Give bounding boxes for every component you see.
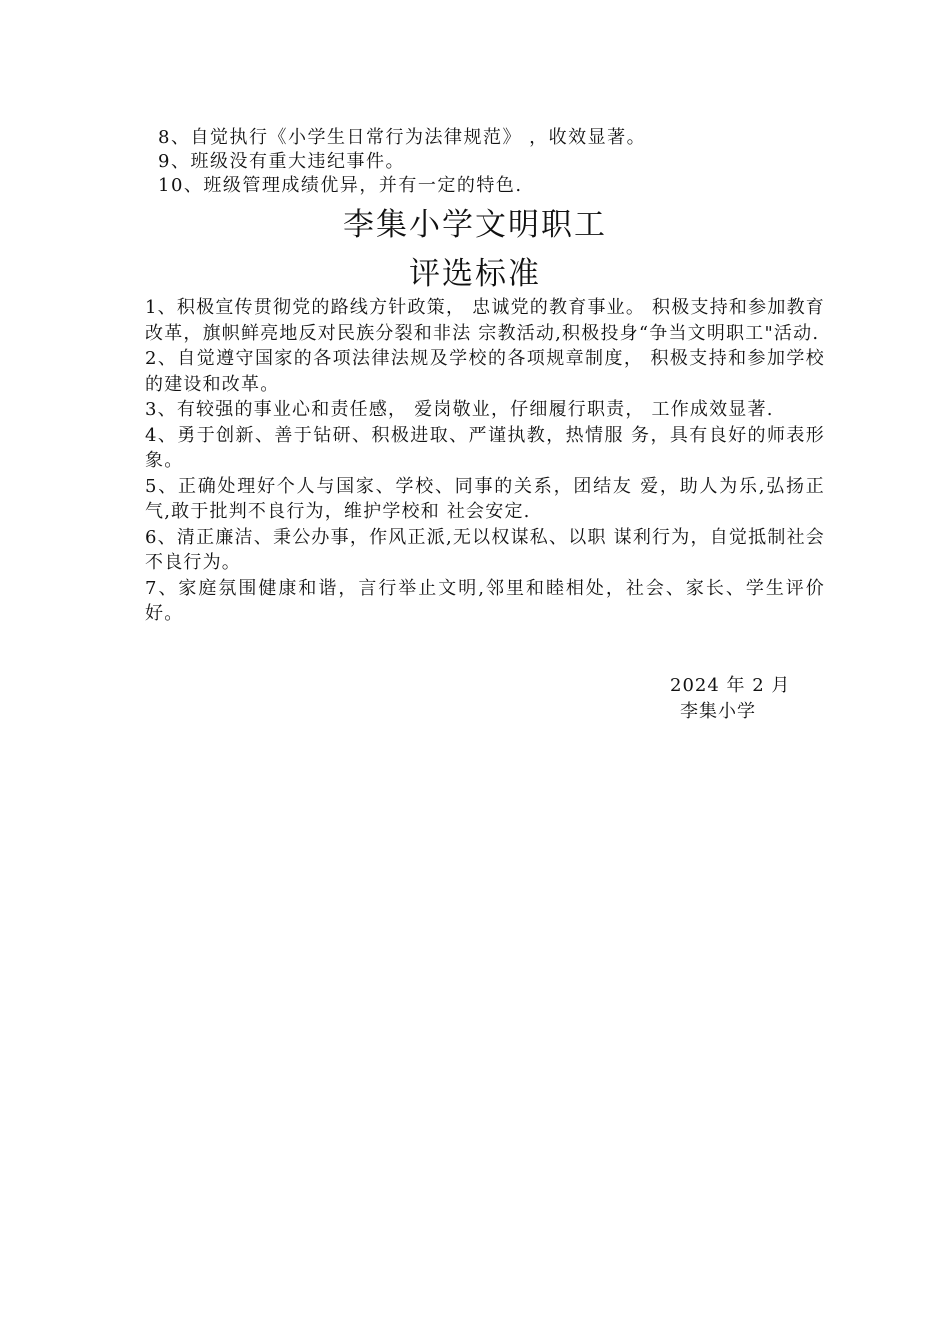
signoff-date: 2024 年 2 月 [670, 675, 791, 696]
signoff-block [670, 673, 870, 725]
previous-criterion-10: 10、班级管理成绩优异，并有一定的特色. [158, 175, 523, 196]
criteria-list [145, 295, 825, 627]
signoff-organization: 李集小学 [680, 701, 756, 722]
criterion-4: 4、勇于创新、善于钻研、积极进取、严谨执教，热情服 务，具有良好的师表形象。 [145, 424, 825, 471]
document-subtitle: 评选标准 [409, 256, 541, 292]
criterion-7: 7、家庭氛围健康和谐，言行举止文明,邻里和睦相处，社会、家长、学生评价好。 [145, 577, 825, 624]
previous-criterion-9: 9、班级没有重大违纪事件。 [158, 151, 405, 172]
previous-criterion-8: 8、自觉执行《小学生日常行为法律规范》 ，收效显著。 [158, 127, 647, 148]
criterion-1: 1、积极宣传贯彻党的路线方针政策， 忠诚党的教育事业。 积极支持和参加教育改革，旗帜鲜亮地反对民族分裂和非法 宗教活动,积极投身“争当文明职工"活动. [145, 297, 825, 344]
criterion-5: 5、正确处理好个人与国家、学校、同事的关系，团结友 爱，助人为乐,弘扬正气,敢于批判不良行为，维护学校和 社会安定. [145, 475, 825, 522]
document-title: 李集小学文明职工 [343, 207, 607, 243]
criterion-3: 3、有较强的事业心和责任感， 爱岗敬业，仔细履行职责， 工作成效显著. [145, 399, 774, 420]
criterion-6: 6、清正廉洁、秉公办事，作风正派,无以权谋私、以职 谋利行为，自觉抵制社会不良行为。 [145, 526, 825, 573]
criterion-2: 2、自觉遵守国家的各项法律法规及学校的各项规章制度， 积极支持和参加学校的建设和改革。 [145, 348, 825, 395]
previous-criteria-list [158, 126, 858, 198]
